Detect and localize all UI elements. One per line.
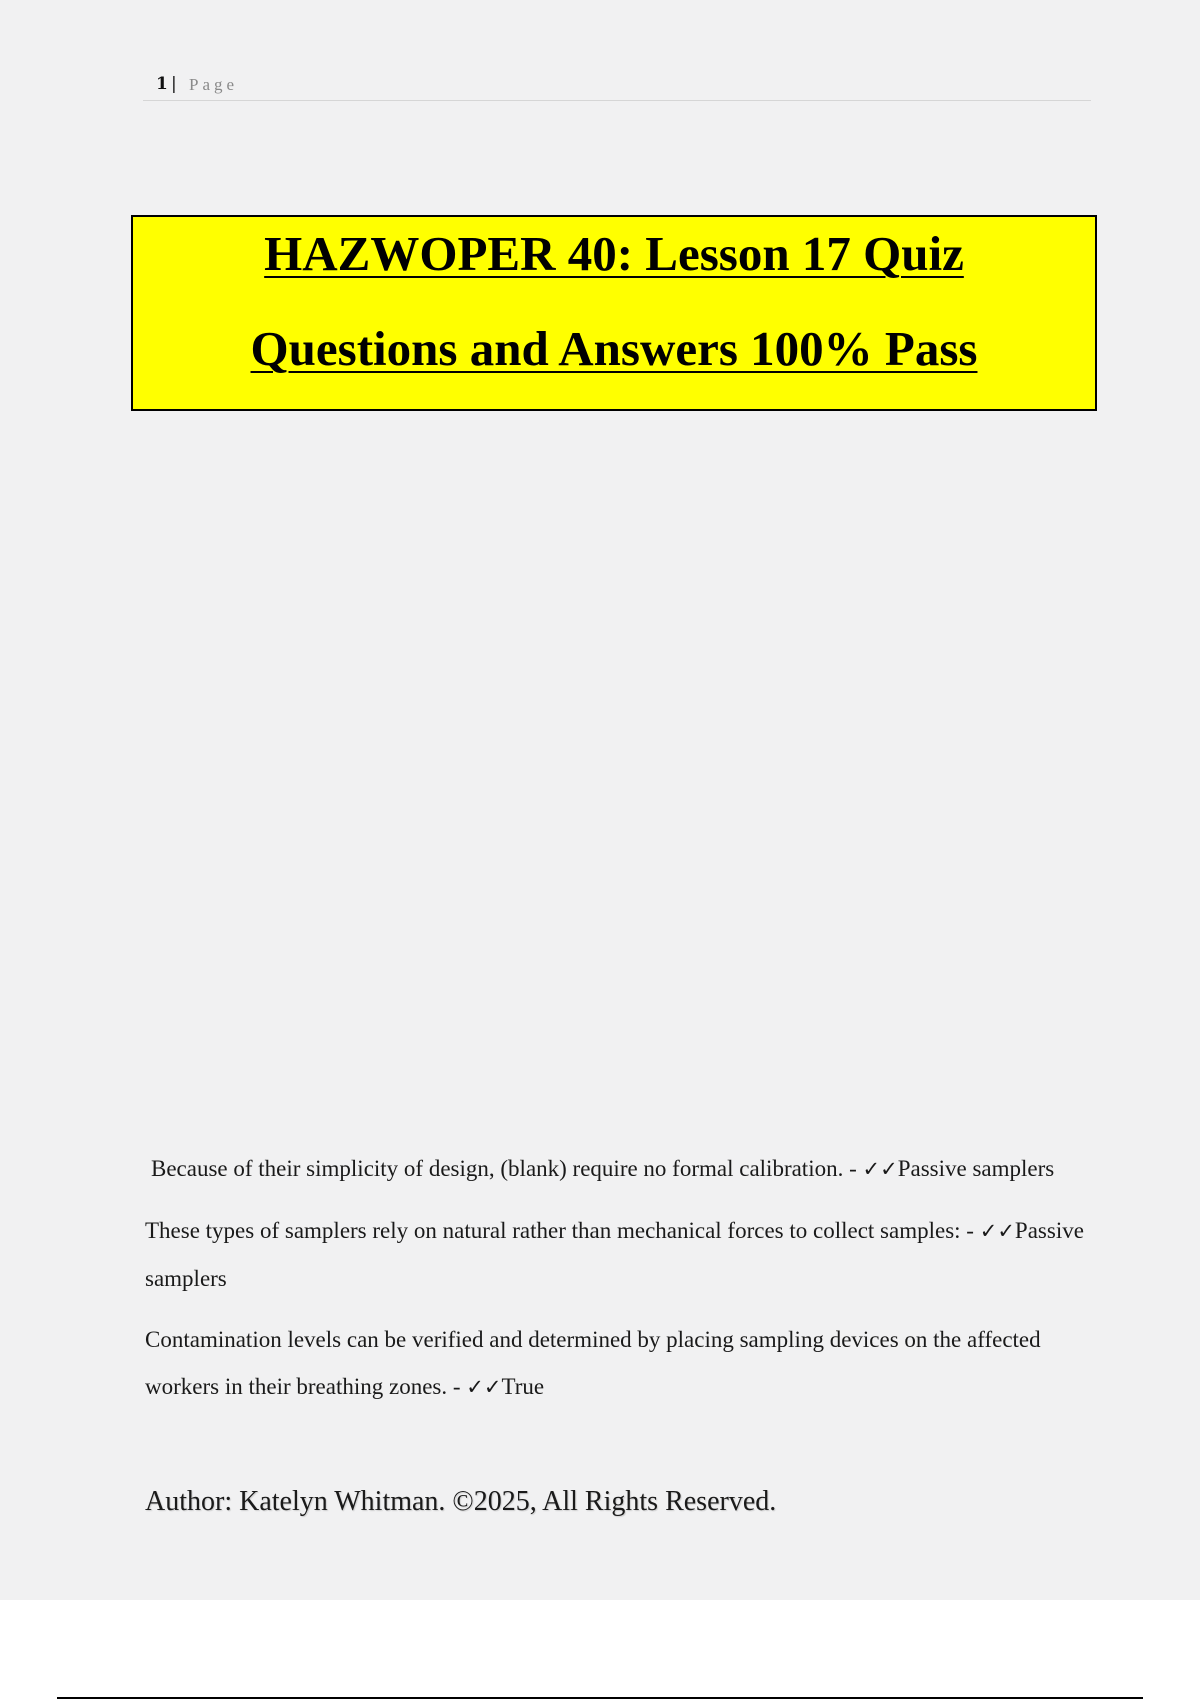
page-header <box>143 70 1091 101</box>
title-line-2 <box>133 320 1095 377</box>
answer-text: True <box>501 1374 545 1399</box>
page-number: 1 <box>156 74 168 94</box>
question-text: Contamination levels can be verified and determined by placing sampling devices on the affected workers in their breathing zones. - <box>145 1327 1041 1399</box>
footer-divider <box>57 1697 1143 1699</box>
question-text: These types of samplers rely on natural rather than mechanical forces to collect samples: - <box>145 1218 980 1243</box>
double-check-icon: ✓✓ <box>466 1375 502 1399</box>
title-text-2: Questions and Answers 100% Pass <box>250 321 978 376</box>
qa-item <box>145 1316 1095 1411</box>
qa-item <box>145 1145 1095 1193</box>
page-label: Page <box>189 75 239 94</box>
title-line-1 <box>133 225 1095 282</box>
title-box <box>131 215 1097 411</box>
title-text-1: HAZWOPER 40: Lesson 17 Quiz <box>264 226 964 281</box>
question-text: Because of their simplicity of design, (blank) require no formal calibration. - <box>151 1156 863 1181</box>
double-check-icon: ✓✓ <box>862 1157 898 1181</box>
answer-text: Passive samplers <box>145 1218 1084 1291</box>
author-line: Author: Katelyn Whitman. ©2025, All Rights Reserved. <box>145 1486 777 1517</box>
double-check-icon: ✓✓ <box>979 1219 1015 1243</box>
answer-text: Passive samplers <box>897 1156 1055 1181</box>
qa-list <box>145 1145 1095 1425</box>
page-header-separator: | <box>171 74 177 94</box>
qa-item <box>145 1207 1095 1302</box>
